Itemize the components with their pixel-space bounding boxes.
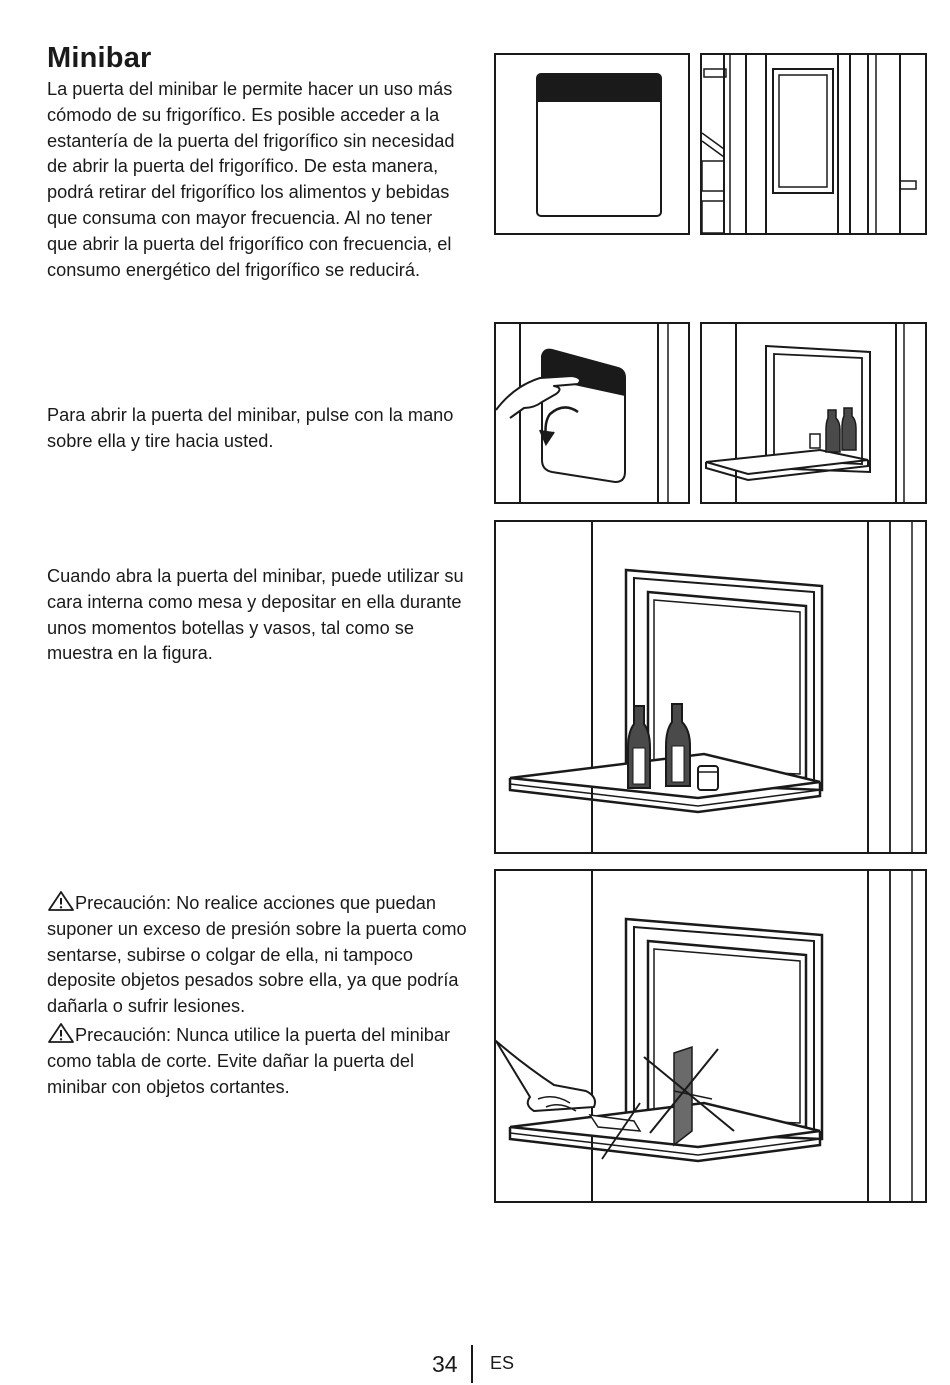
figure-minibar-door-closed bbox=[494, 53, 690, 235]
figure-door-shelf-interior bbox=[700, 53, 927, 235]
caution-text-1: Precaución: No realice acciones que puedan suponer un exceso de presión sobre la puerta como sentarse, subirse o colgar de ella, ni tampoco deposite objetos pesados sobre ella, ya que podría dañarla o sufrir lesiones. bbox=[47, 893, 467, 1017]
intro-paragraph: La puerta del minibar le permite hacer un uso más cómodo de su frigorífico. Es posible acceder a la estantería de la puerta del frigorífico sin necesidad de abrir la puerta del frigorífico. De esta manera, podrá retirar del frigorífico los alimentos y bebidas que consuma con mayor frecuencia. Al no tener que abrir la puerta del frigorífico con frecuencia, el consumo energético del frigorífico se reducirá. bbox=[47, 79, 455, 280]
page-title: Minibar bbox=[47, 42, 152, 74]
page-number: 34 bbox=[432, 1351, 458, 1377]
caution-text-2: Precaución: Nunca utilice la puerta del minibar como tabla de corte. Evite dañar la puerta del minibar con objetos cortantes. bbox=[47, 1025, 451, 1097]
figure-door-open-small bbox=[700, 322, 927, 504]
footer-divider bbox=[471, 1345, 473, 1383]
warning-triangle-icon bbox=[47, 1022, 75, 1044]
figure-hand-opening-door bbox=[494, 322, 690, 504]
caution-paragraph-2 bbox=[47, 1022, 467, 1100]
figure-no-cutting-on-door bbox=[494, 869, 927, 1203]
caution-paragraph-1 bbox=[47, 890, 467, 1020]
table-use-paragraph: Cuando abra la puerta del minibar, puede utilizar su cara interna como mesa y depositar en ella durante unos momentos botellas y vasos, tal como se muestra en la figura. bbox=[47, 566, 464, 664]
warning-triangle-icon bbox=[47, 890, 75, 912]
open-instruction-paragraph: Para abrir la puerta del minibar, pulse con la mano sobre ella y tire hacia usted. bbox=[47, 405, 454, 451]
figure-door-table-bottles bbox=[494, 520, 927, 854]
language-code: ES bbox=[490, 1353, 515, 1373]
page-footer bbox=[0, 1345, 950, 1385]
